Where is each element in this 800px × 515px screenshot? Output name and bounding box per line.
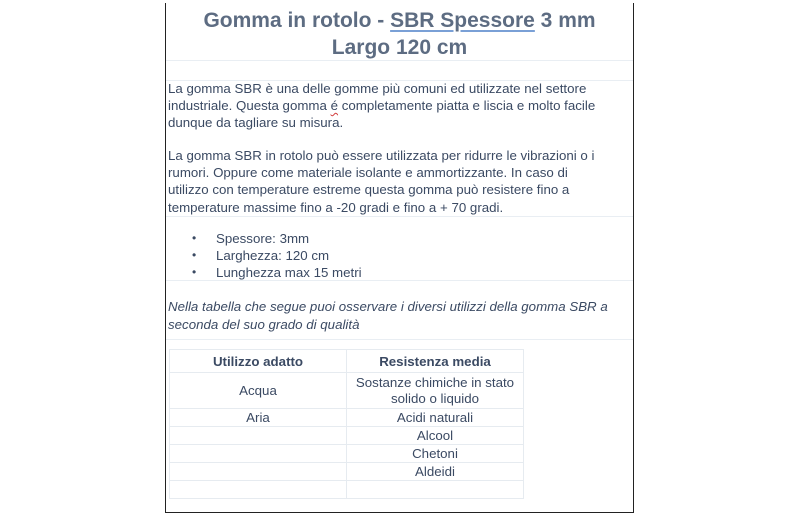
table-cell: Acidi naturali: [347, 409, 524, 427]
table-cell: [170, 463, 347, 481]
table-row: [170, 463, 524, 481]
table-cell: [347, 481, 524, 499]
table-cell: Aria: [170, 409, 347, 427]
intro-text: completamente piatta e liscia e molto facile: [338, 98, 596, 114]
table-header-row: [170, 350, 524, 373]
uses-table: [169, 349, 524, 499]
page-title: [166, 7, 633, 61]
usage-line: rumori. Oppure come materiale isolante e ammortizzante. In caso di: [168, 165, 568, 181]
spec-item: • Spessore: 3mm: [168, 230, 362, 247]
divider: [166, 216, 633, 217]
table-cell: Aldeidi: [347, 463, 524, 481]
header-utilizzo: Utilizzo adatto: [170, 350, 347, 373]
table-cell-line: solido o liquido: [391, 390, 479, 406]
specs-list: [168, 230, 362, 281]
table-cell: Acqua: [170, 373, 347, 409]
intro-paragraph: [168, 80, 632, 132]
usage-line: La gomma SBR in rotolo può essere utilizzata per ridurre le vibrazioni o i: [168, 148, 595, 163]
table-cell: Alcool: [347, 427, 524, 445]
spellcheck-flag: é: [330, 98, 339, 114]
table-cell: [170, 481, 347, 499]
spec-item: • Larghezza: 120 cm: [168, 247, 362, 264]
table-cell: [170, 445, 347, 463]
table-row: [170, 481, 524, 499]
table-intro: [168, 298, 634, 333]
intro-text: industriale. Questa gomma: [168, 98, 331, 114]
intro-line: dunque da tagliare su misura.: [168, 115, 344, 131]
usage-paragraph: [168, 147, 632, 216]
table-row: [170, 427, 524, 445]
table-row: [170, 445, 524, 463]
table-cell: Chetoni: [347, 445, 524, 463]
intro-line: [168, 97, 632, 114]
table-intro-line: Nella tabella che segue puoi osservare i diversi utilizzi della gomma SBR a: [168, 299, 608, 314]
table-cell-line: Sostanze chimiche in stato: [355, 374, 515, 390]
table-cell: [347, 373, 524, 409]
title-underlined: SBR Spessore: [390, 9, 535, 32]
table-row: [170, 409, 524, 427]
title-line-1: [166, 7, 633, 34]
usage-line: temperature massime fino a -20 gradi e fino a + 70 gradi.: [168, 199, 504, 215]
document-page: [165, 3, 634, 513]
intro-line: La gomma SBR è una delle gomme più comuni ed utilizzate nel settore: [168, 81, 587, 96]
title-prefix: Gomma in rotolo -: [203, 9, 391, 32]
divider: [166, 339, 633, 340]
table-cell: [170, 427, 347, 445]
table-intro-line: seconda del suo grado di qualità: [168, 316, 360, 332]
usage-line: utilizzo con temperature estreme questa gomma può resistere fino a: [168, 182, 570, 198]
spec-item: • Lunghezza max 15 metri: [168, 264, 362, 281]
title-suffix: 3 mm: [534, 9, 596, 32]
header-resistenza: Resistenza media: [347, 350, 524, 373]
table-row: [170, 373, 524, 409]
title-line-2: Largo 120 cm: [331, 36, 468, 59]
